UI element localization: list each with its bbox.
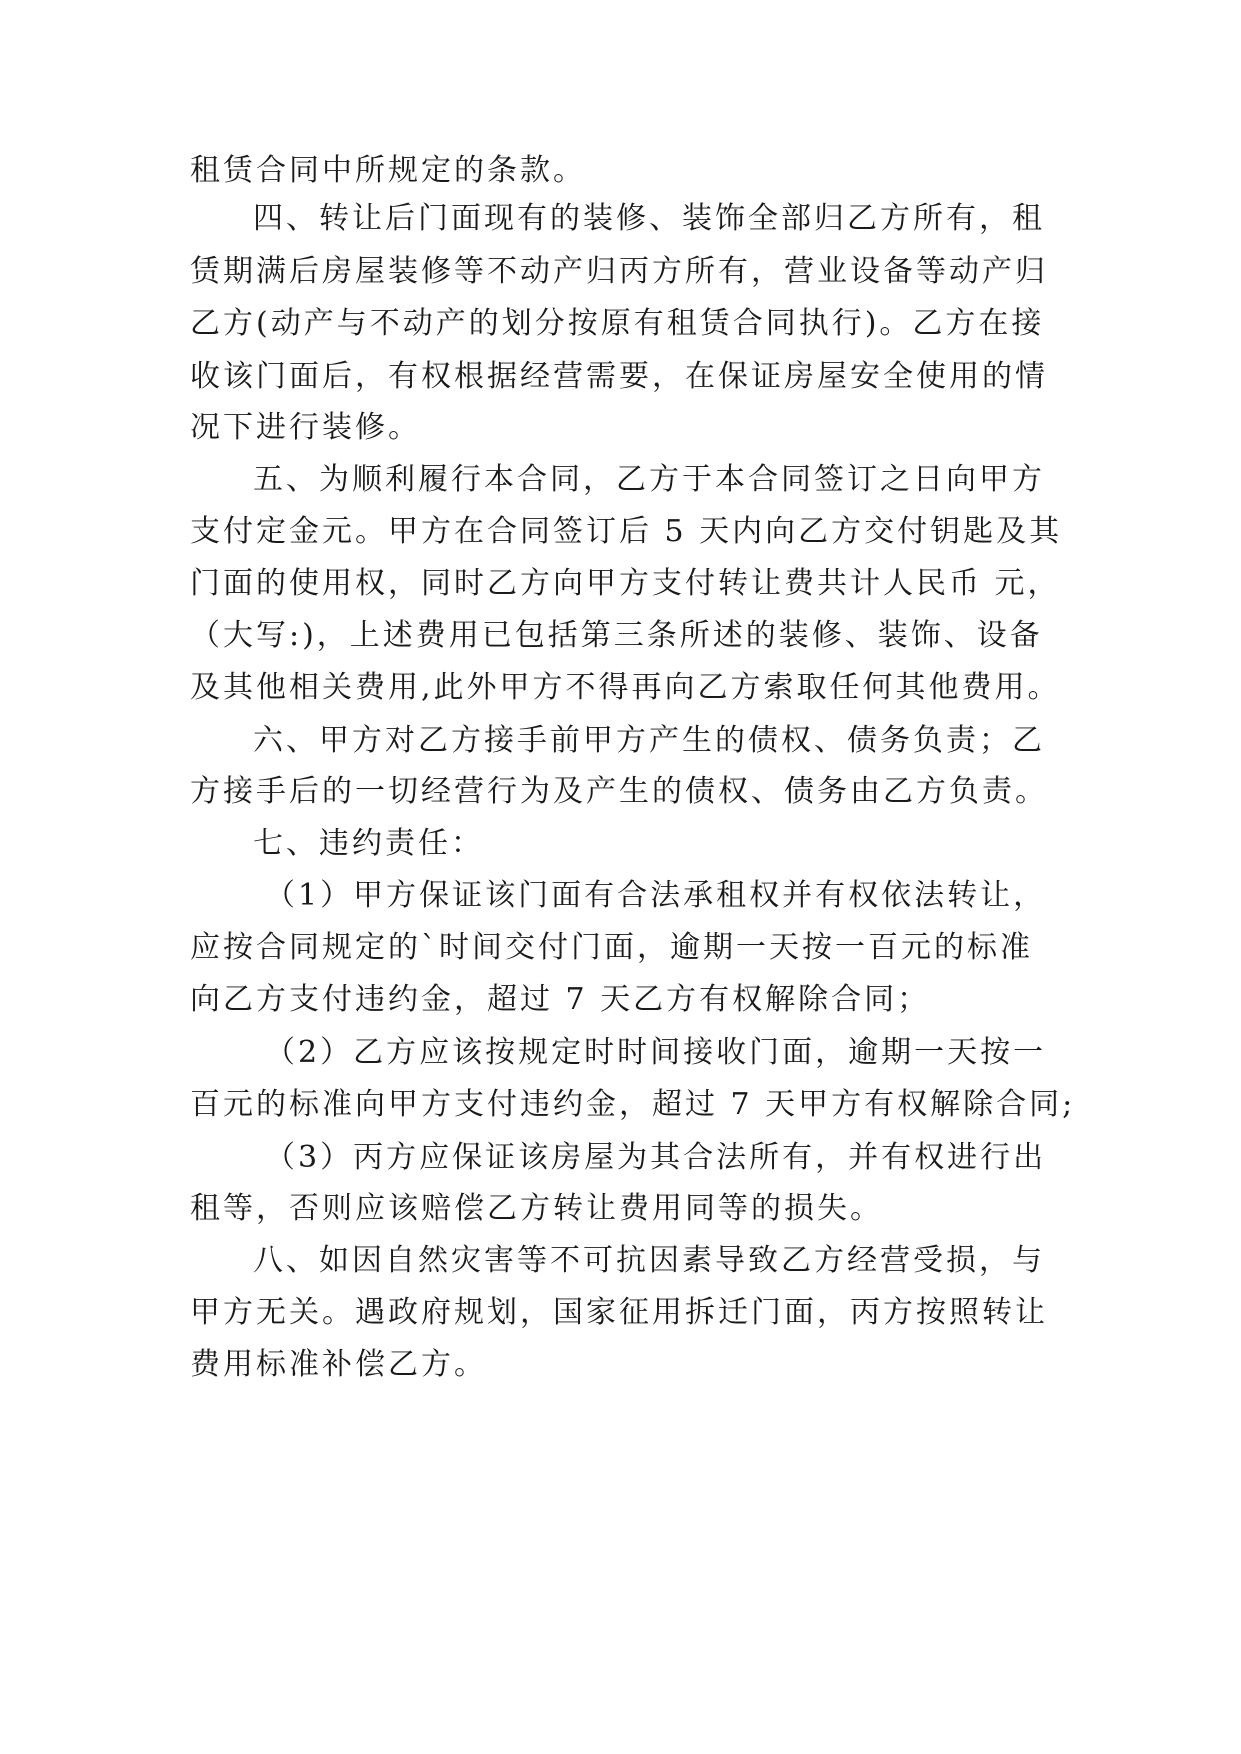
text-line-2: 四、转让后门面现有的装修、装饰全部归乙方所有，租: [253, 201, 1045, 236]
text-line-16: 应按合同规定的`时间交付门面，逾期一天按一百元的标准: [190, 930, 1033, 965]
text-line-23: 甲方无关。遇政府规划，国家征用拆迁门面，丙方按照转让: [190, 1295, 1048, 1330]
text-line-14: 七、违约责任：: [253, 826, 484, 861]
text-line-19: 百元的标准向甲方支付违约金，超过 7 天甲方有权解除合同;: [190, 1087, 1076, 1122]
text-line-1: 租赁合同中所规定的条款。: [190, 153, 586, 188]
text-line-24: 费用标准补偿乙方。: [190, 1347, 487, 1382]
text-line-10: （大写:)，上述费用已包括第三条所述的装修、装饰、设备: [190, 618, 1043, 653]
text-line-20: （3）丙方应保证该房屋为其合法所有，并有权进行出: [265, 1140, 1047, 1175]
text-line-9: 门面的使用权，同时乙方向甲方支付转让费共计人民币 元，: [190, 566, 1061, 601]
text-line-7: 五、为顺利履行本合同，乙方于本合同签订之日向甲方: [253, 462, 1045, 497]
text-line-13: 方接手后的一切经营行为及产生的债权、债务由乙方负责。: [190, 774, 1048, 809]
text-line-12: 六、甲方对乙方接手前甲方产生的债权、债务负责；乙: [253, 723, 1045, 758]
text-line-17: 向乙方支付违约金，超过 7 天乙方有权解除合同；: [190, 982, 931, 1017]
text-line-4: 乙方(动产与不动产的划分按原有租赁合同执行)。乙方在接: [190, 306, 1045, 341]
text-line-5: 收该门面后，有权根据经营需要，在保证房屋安全使用的情: [190, 359, 1048, 394]
text-line-18: （2）乙方应该按规定时时间接收门面，逾期一天按一: [265, 1035, 1047, 1070]
text-line-3: 赁期满后房屋装修等不动产归丙方所有，营业设备等动产归: [190, 254, 1048, 289]
text-line-11: 及其他相关费用,此外甲方不得再向乙方索取任何其他费用。: [190, 670, 1061, 705]
text-line-15: （1）甲方保证该门面有合法承租权并有权依法转让，: [265, 878, 1047, 913]
text-line-8: 支付定金元。甲方在合同签订后 5 天内向乙方交付钥匙及其: [190, 514, 1063, 549]
text-line-6: 况下进行装修。: [190, 410, 421, 445]
text-line-21: 租等，否则应该赔偿乙方转让费用同等的损失。: [190, 1191, 883, 1226]
text-line-22: 八、如因自然灾害等不可抗因素导致乙方经营受损，与: [253, 1243, 1045, 1278]
